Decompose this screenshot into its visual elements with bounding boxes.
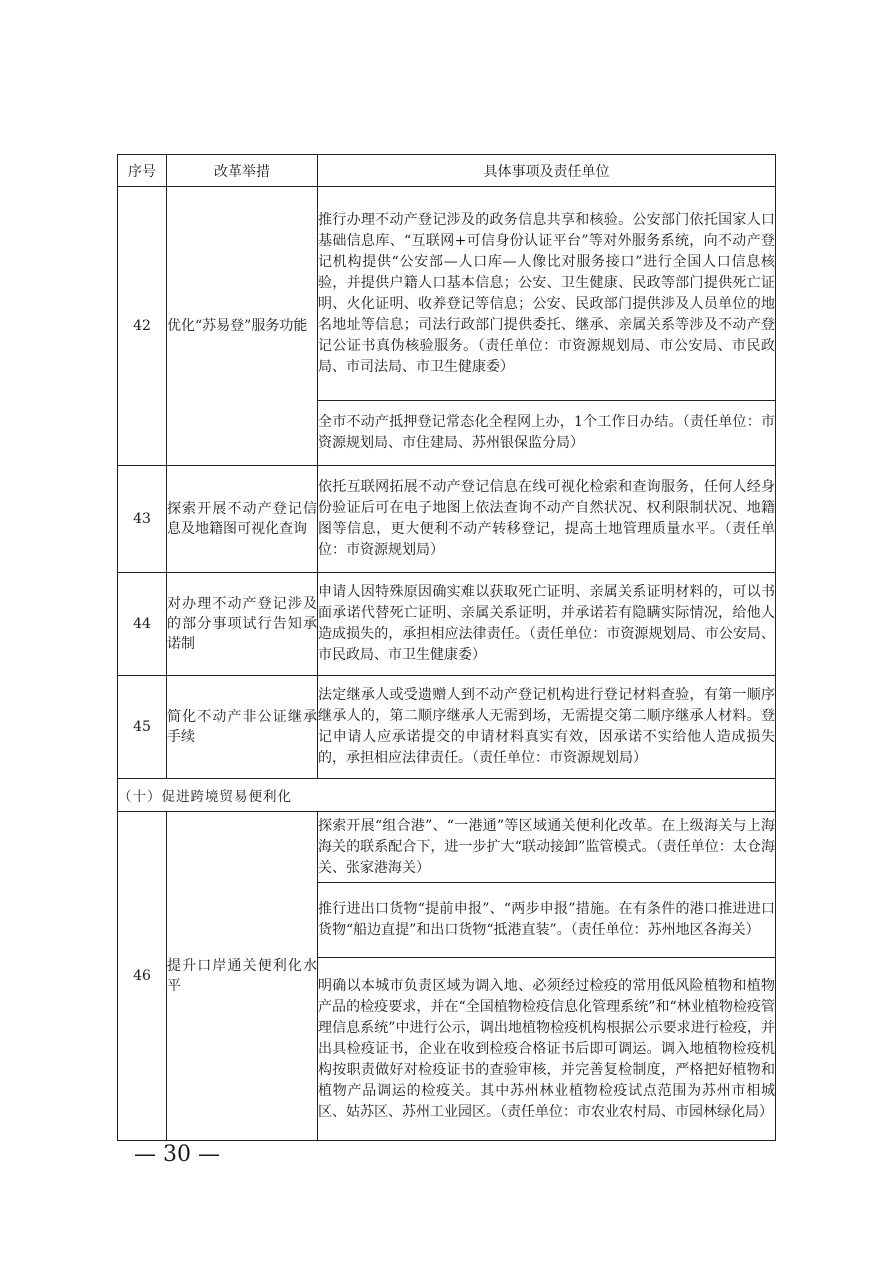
reform-measure: 优化“苏易登”服务功能 (167, 187, 318, 466)
detail-item: 依托互联网拓展不动产登记信息在线可视化检索和查询服务，任何人经身份验证后可在电子地图上依法查询不动产自然状况、权利限制状况、地籍图等信息，更大便利不动产转移登记，提高土地管理质量水平。（责任单位：市资源规划局） (318, 466, 776, 573)
reform-measure: 对办理不动产登记涉及的部分事项试行告知承诺制 (167, 573, 318, 676)
detail-item: 法定继承人或受遗赠人到不动产登记机构进行登记材料查验，有第一顺序继承人的，第二顺序继承人无需到场，无需提交第二顺序继承人材料。登记申请人应承诺提交的申请材料真实有效，因承诺不实给他人造成损失的，承担相应法律责任。（责任单位：市资源规划局） (318, 676, 776, 779)
section-heading: （十）促进跨境贸易便利化 (118, 779, 776, 812)
row-number: 45 (118, 676, 167, 779)
header-detail: 具体事项及责任单位 (318, 155, 776, 187)
table-row (118, 466, 776, 573)
section-row (118, 779, 776, 812)
detail-item: 推行办理不动产登记涉及的政务信息共享和核验。公安部门依托国家人口基础信息库、“互联网+可信身份认证平台”等对外服务系统，向不动产登记机构提供“公安部—人口库—人像比对服务接口”进行全国人口信息核验，并提供户籍人口基本信息；公安、卫生健康、民政等部门提供死亡证明、火化证明、收养登记等信息；公安、民政部门提供涉及人员单位的地名地址等信息；司法行政部门提供委托、继承、亲属关系等涉及不动产登记公证书真伪核验服务。（责任单位：市资源规划局、市公安局、市民政局、市司法局、市卫生健康委） (318, 187, 776, 401)
table-row (118, 676, 776, 779)
reform-table (117, 154, 776, 1141)
reform-measure: 提升口岸通关便利化水平 (167, 812, 318, 1141)
table-row (118, 187, 776, 401)
header-no: 序号 (118, 155, 167, 187)
row-number: 43 (118, 466, 167, 573)
header-measure: 改革举措 (167, 155, 318, 187)
detail-item: 明确以本城市负责区域为调入地、必须经过检疫的常用低风险植物和植物产品的检疫要求，并在“全国植物检疫信息化管理系统”和“林业植物检疫管理信息系统”中进行公示，调出地植物检疫机构根据公示要求进行检疫，并出具检疫证书，企业在收到检疫合格证书后即可调运。调入地植物检疫机构按职责做好对检疫证书的查验审核，并完善复检制度，严格把好植物和植物产品调运的检疫关。其中苏州林业植物检疫试点范围为苏州市相城区、姑苏区、苏州工业园区。（责任单位：市农业农村局、市园林绿化局） (318, 958, 776, 1141)
page-number: — 30 — (134, 1142, 220, 1167)
table-row (118, 812, 776, 883)
detail-item: 探索开展“组合港”、“一港通”等区域通关便利化改革。在上级海关与上海海关的联系配合下，进一步扩大“联动接卸”监管模式。（责任单位：太仓海关、张家港海关） (318, 812, 776, 883)
row-number: 46 (118, 812, 167, 1141)
row-number: 44 (118, 573, 167, 676)
reform-measure: 简化不动产非公证继承手续 (167, 676, 318, 779)
table-header-row (118, 155, 776, 187)
reform-measure: 探索开展不动产登记信息及地籍图可视化查询 (167, 466, 318, 573)
detail-item: 全市不动产抵押登记常态化全程网上办，1个工作日办结。（责任单位：市资源规划局、市住建局、苏州银保监分局） (318, 401, 776, 466)
row-number: 42 (118, 187, 167, 466)
detail-item: 推行进出口货物“提前申报”、“两步申报”措施。在有条件的港口推进进口货物“船边直提”和出口货物“抵港直装”。（责任单位：苏州地区各海关） (318, 883, 776, 958)
detail-item: 申请人因特殊原因确实难以获取死亡证明、亲属关系证明材料的，可以书面承诺代替死亡证明、亲属关系证明，并承诺若有隐瞒实际情况，给他人造成损失的，承担相应法律责任。（责任单位：市资源规划局、市公安局、市民政局、市卫生健康委） (318, 573, 776, 676)
table-row (118, 573, 776, 676)
